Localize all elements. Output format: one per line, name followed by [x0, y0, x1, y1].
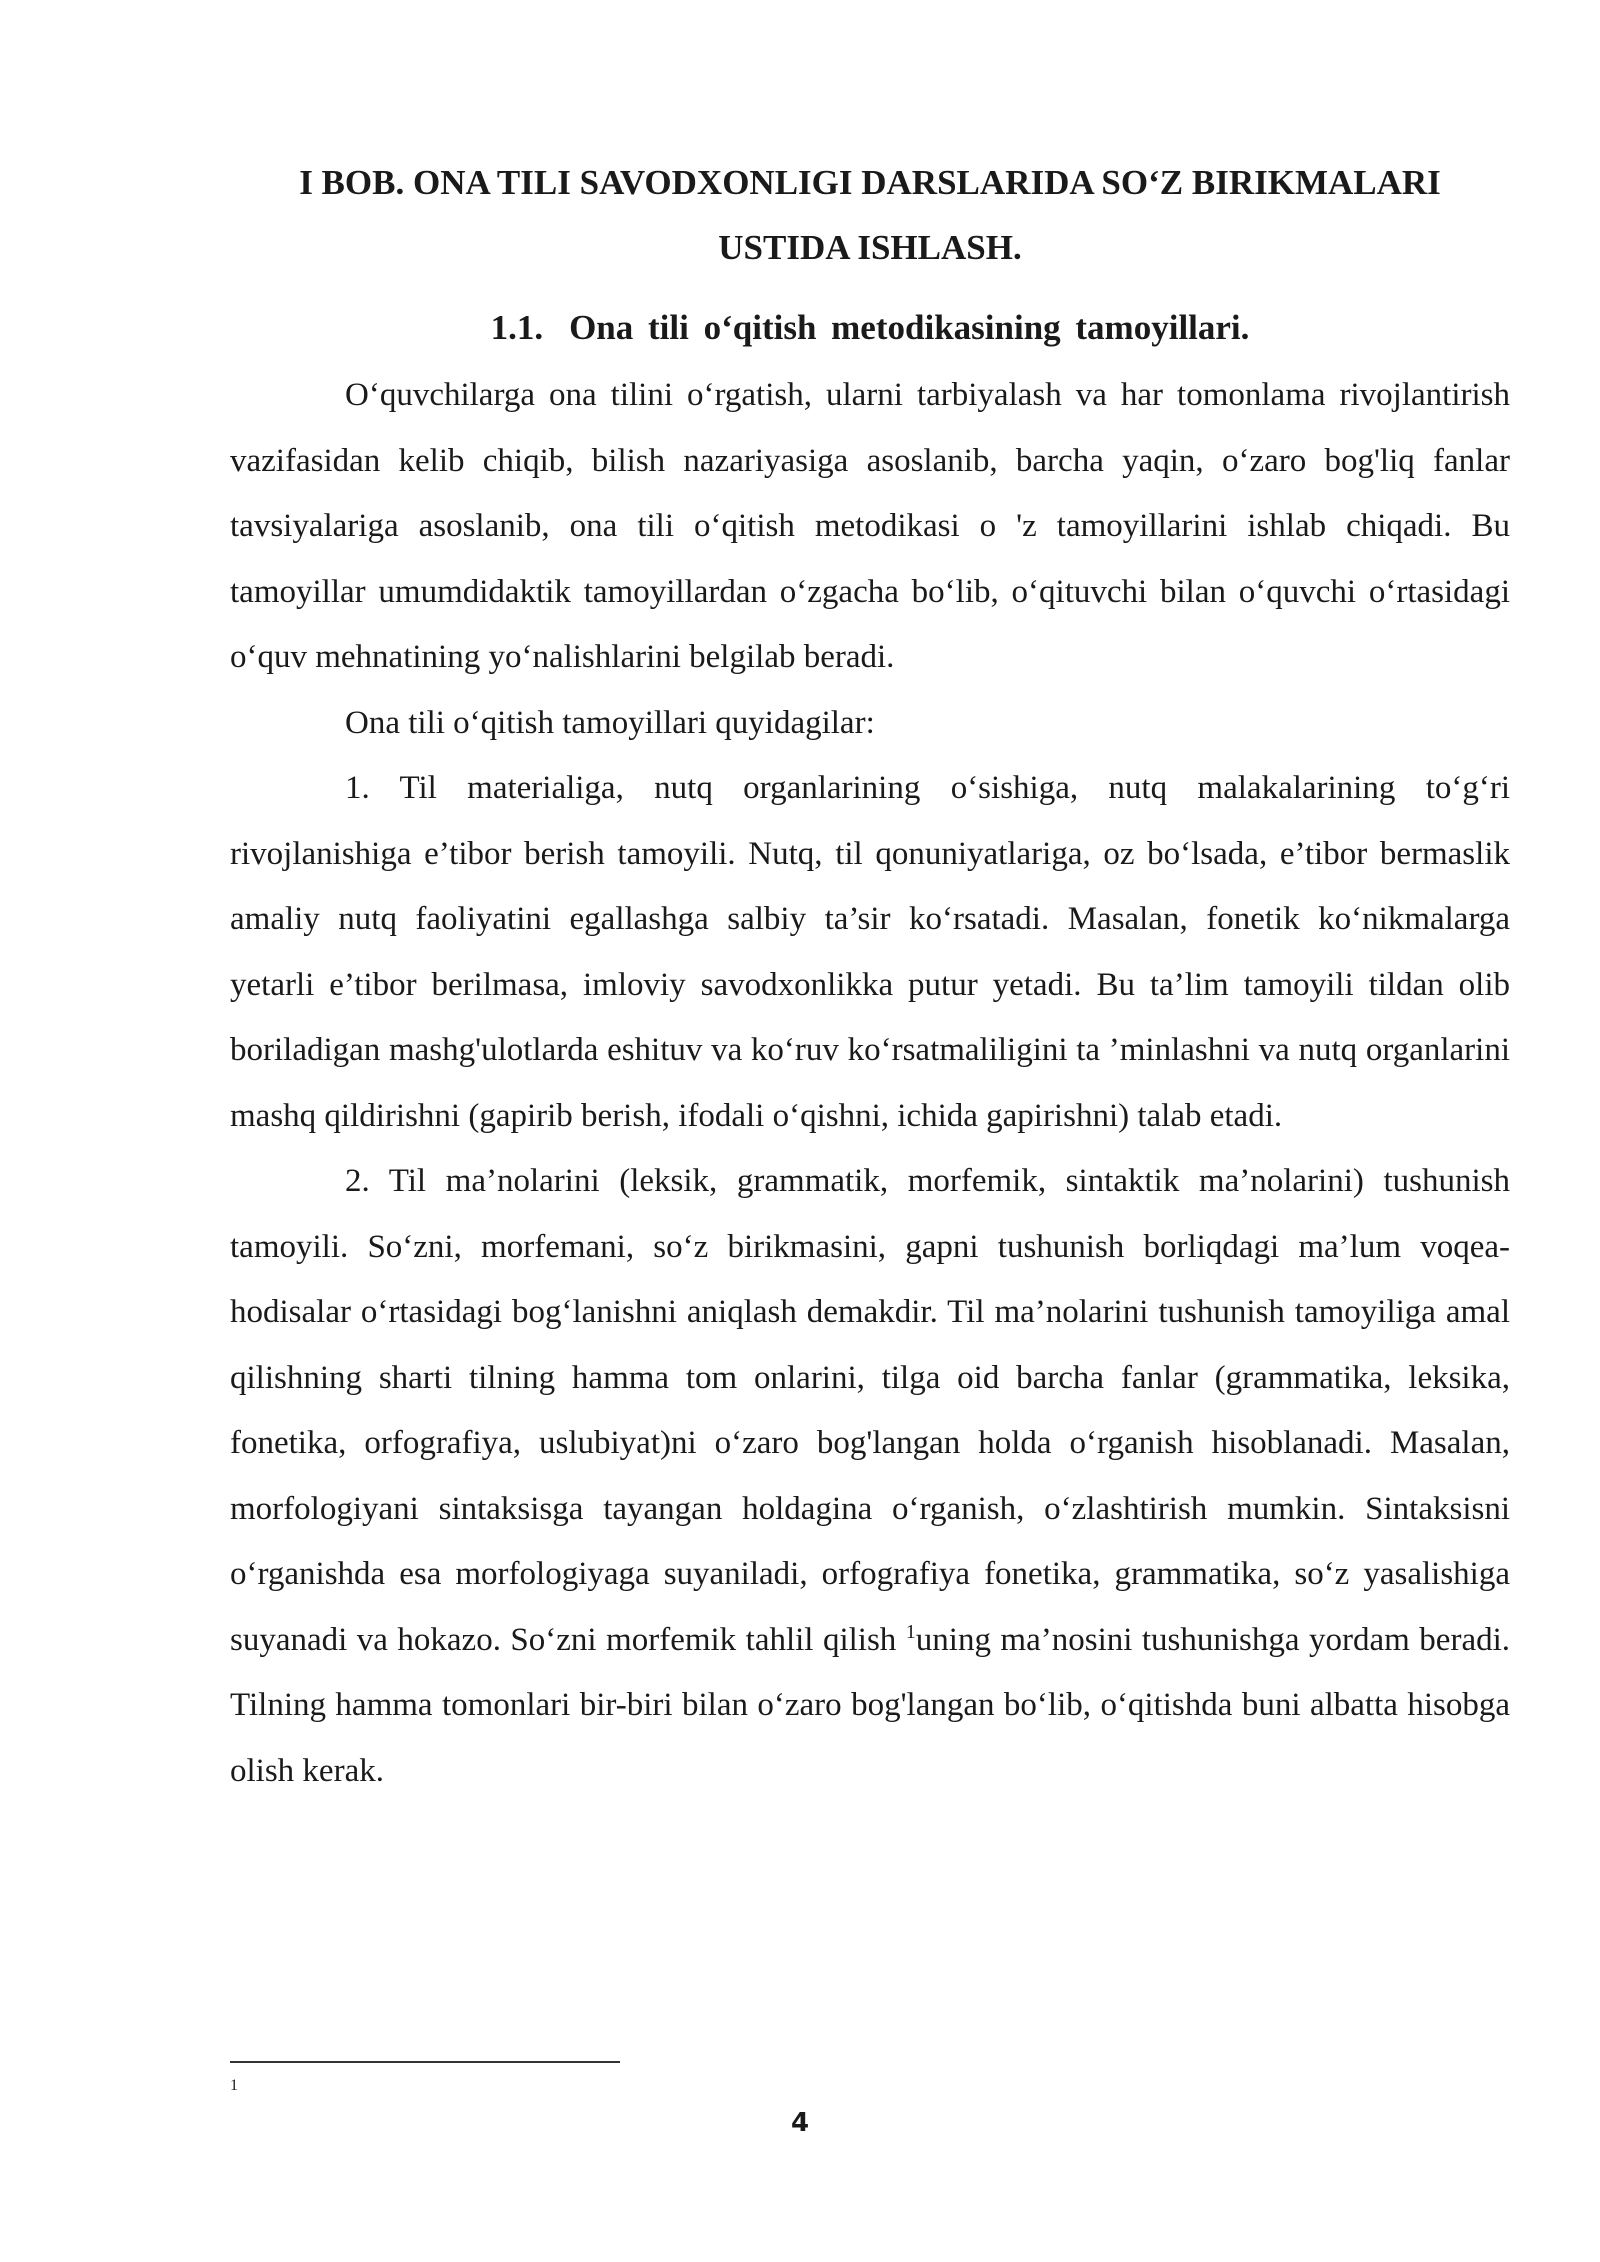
section-heading [230, 298, 1510, 358]
paragraph-principle-1: 1. Til materialiga, nutq organlarining o‘sishiga, nutq malakalarining to‘g‘ri rivojlanishiga e’tibor berish tamoyili. Nutq, til qonuniyatlariga, oz bo‘lsada, e’tibor bermaslik amaliy nutq faoliyatini egallashga salbiy ta’sir ko‘rsatadi. Masalan, fonetik ko‘nikmalarga yetarli e’tibor berilmasa, imloviy savodxonlikka putur yetadi. Bu ta’lim tamoyili tildan olib boriladigan mashg'ulotlarda eshituv va ko‘ruv ko‘rsatmaliligini ta ’minlashni va nutq organlarini mashq qildirishni (gapirib berish, ifodali o‘qishni, ichida gapirishni) talab etadi. [230, 770, 1510, 1134]
paragraph-intro: O‘quvchilarga ona tilini o‘rgatish, ularni tarbiyalash va har tomonlama rivojlantirish vazifasidan kelib chiqib, bilish nazariyasiga asoslanib, barcha yaqin, o‘zaro bog'liq fanlar tavsiyalariga asoslanib, ona tili o‘qitish metodikasi o 'z tamoyillarini ishlab chiqadi. Bu tamoyillar umumdidaktik tamoyillardan o‘zgacha bo‘lib, o‘qituvchi bilan o‘quvchi o‘rtasidagi o‘quv mehnatining yo‘nalishlarini belgilab beradi. [230, 377, 1510, 675]
section-number: 1.1. [490, 308, 544, 347]
chapter-title: I BOB. ONA TILI SAVODXONLIGI DARSLARIDA SO‘Z BIRIKMALARI USTIDA ISHLASH. [299, 163, 1441, 267]
footnote-reference[interactable]: 1 [905, 1620, 916, 1643]
body-text [230, 363, 1510, 1804]
footnote-separator [230, 2061, 620, 2063]
paragraph-principles-list-intro: Ona tili o‘qitish tamoyillari quyidagilar: [345, 704, 875, 741]
footnote-marker: 1 [230, 2077, 238, 2094]
principle-2-text-end: uning ma’nosini tushunishga yordam beradi. Tilning hamma tomonlari bir-biri bilan o‘zaro bog'langan bo‘lib, o‘qitishda buni albatta hisobga olish kerak. [230, 1621, 1511, 1789]
section-title: Ona tili o‘qitish metodikasining tamoyillari. [569, 308, 1250, 347]
principle-2-text-start: 2. Til ma’nolarini (leksik, grammatik, morfemik, sintaktik ma’nolarini) tushunish tamoyili. So‘zni, morfemani, so‘z birikmasini, gapni tushunish borliqdagi ma’lum voqea-hodisalar o‘rtasidagi bog‘lanishni aniqlash demakdir. Til ma’nolarini tushunish tamoyiliga amal qilishning sharti tilning hamma tom onlarini, tilga oid barcha fanlar (grammatika, leksika, fonetika, orfografiya, uslubiyat)ni o‘zaro bog'langan holda o‘rganish hisoblanadi. Masalan, morfologiyani sintaksisga tayangan holdagina o‘rganish, o‘zlashtirish mumkin. Sintaksisni o‘rganishda esa morfologiyaga suyaniladi, orfografiya fonetika, grammatika, so‘z yasalishiga suyanadi va hokazo. So‘zni morfemik tahlil qilish [230, 1163, 1510, 1658]
page-number: 4 [790, 2108, 810, 2138]
paragraph-principle-2 [230, 1149, 1510, 1804]
